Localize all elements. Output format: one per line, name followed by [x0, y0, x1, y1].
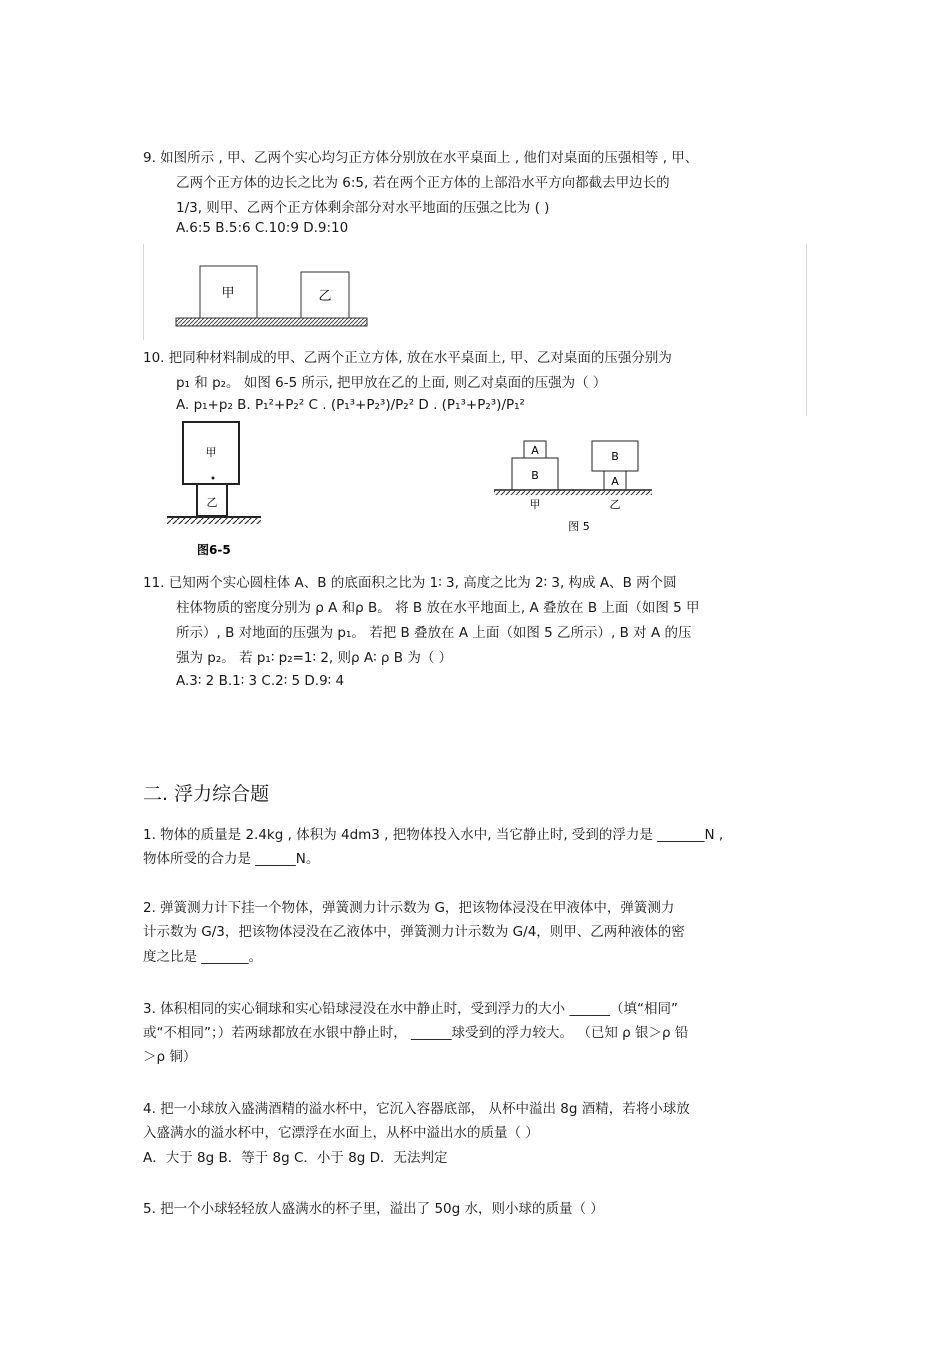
q11-options: A.3∶ 2 B.1∶ 3 C.2∶ 5 D.9∶ 4 — [176, 673, 345, 689]
q9-options: A.6:5 B.5:6 C.10:9 D.9:10 — [176, 220, 349, 236]
f5-line-1: 5. 把一个小球轻轻放人盛满水的杯子里，溢出了 50g 水，则小球的质量（ ） — [143, 1201, 604, 1217]
f3-line-2: 或“不相同”；）若两球都放在水银中静止时， ______球受到的浮力较大。 （已知 ρ 银＞ρ 铅 — [143, 1025, 689, 1041]
fig65-label-jia: 甲 — [205, 446, 217, 459]
fig5-right-label-b: B — [611, 450, 619, 463]
fig65-ground-hatch — [167, 517, 261, 524]
fig5-right-label-a: A — [611, 475, 619, 488]
fig5-title: 图 5 — [568, 520, 590, 533]
f4-options: A．大于 8g B．等于 8g C．小于 8g D．无法判定 — [143, 1150, 448, 1166]
q11-line-2: 柱体物质的密度分别为 ρ A 和ρ B。 将 B 放在水平地面上, A 叠放在 B 上面（如图 5 甲 — [176, 600, 700, 616]
fig5-left-label-b: B — [531, 469, 539, 482]
fig5-right-hatch — [572, 490, 652, 495]
figure-border-right — [806, 244, 807, 416]
q9-line-3: 1/3, 则甲、乙两个正方体剩余部分对水平地面的压强之比为 ( ) — [176, 200, 550, 216]
fig65-center-dot — [212, 477, 215, 480]
section-2-title: 二. 浮力综合题 — [143, 783, 270, 805]
f2-line-2: 计示数为 G/3，把该物体浸没在乙液体中，弹簧测力计示数为 G/4，则甲、乙两种液体的密 — [143, 924, 685, 940]
f1-line-2: 物体所受的合力是 ______N。 — [143, 851, 320, 867]
q9-figure — [170, 260, 375, 330]
q10-options: A. p₁+p₂ B. P₁²+P₂² C . (P₁³+P₂³)/P₂² D . (P₁³+P₂³)/P₁² — [176, 397, 525, 413]
figure-5 — [490, 436, 665, 538]
figure-6-5 — [165, 418, 265, 564]
fig65-caption: 图6-5 — [197, 543, 231, 557]
q11-line-1: 11. 已知两个实心圆柱体 A、B 的底面积之比为 1∶ 3, 高度之比为 2∶ 3, 构成 A、B 两个圆 — [143, 575, 677, 591]
q11-line-4: 强为 p₂。 若 p₁∶ p₂=1∶ 2, 则ρ A∶ ρ B 为（ ） — [176, 650, 453, 666]
fig65-label-yi: 乙 — [206, 496, 218, 509]
q10-line-2: p₁ 和 p₂。 如图 6-5 所示, 把甲放在乙的上面, 则乙对桌面的压强为（ ） — [176, 375, 607, 391]
f3-line-3: ＞ρ 铜） — [143, 1049, 197, 1065]
q9-label-jia: 甲 — [221, 286, 235, 301]
q9-label-yi: 乙 — [318, 289, 332, 304]
f3-line-1: 3. 体积相同的实心铜球和实心铅球浸没在水中静止时，受到浮力的大小 ______（填“相同” — [143, 1001, 678, 1017]
fig5-left-hatch — [494, 490, 574, 495]
q9-table — [176, 318, 367, 326]
q9-line-2: 乙两个正方体的边长之比为 6:5, 若在两个正方体的上部沿水平方向都截去甲边长的 — [176, 175, 670, 191]
f2-line-3: 度之比是 _______。 — [143, 949, 263, 965]
fig5-left-label-a: A — [531, 444, 539, 457]
f1-line-1: 1. 物体的质量是 2.4kg , 体积为 4dm3 , 把物体投入水中, 当它静止时, 受到的浮力是 _______N , — [143, 827, 724, 843]
f4-line-2: 入盛满水的溢水杯中，它漂浮在水面上，从杯中溢出水的质量（ ） — [143, 1125, 539, 1141]
fig5-caption-right: 乙 — [609, 498, 621, 511]
f4-line-1: 4. 把一小球放入盛满酒精的溢水杯中，它沉入容器底部， 从杯中溢出 8g 酒精，若将小球放 — [143, 1101, 690, 1117]
q11-line-3: 所示）, B 对地面的压强为 p₁。 若把 B 叠放在 A 上面（如图 5 乙所示）, B 对 A 的压 — [176, 625, 692, 641]
fig5-caption-left: 甲 — [529, 498, 541, 511]
f2-line-1: 2. 弹簧测力计下挂一个物体，弹簧测力计示数为 G，把该物体浸没在甲液体中，弹簧测力 — [143, 900, 675, 916]
q9-line-1: 9. 如图所示 , 甲、乙两个实心均匀正方体分别放在水平桌面上 , 他们对桌面的压强相等 , 甲、 — [143, 150, 699, 166]
figure-border-left — [143, 244, 144, 340]
q10-line-1: 10. 把同种材料制成的甲、乙两个正立方体, 放在水平桌面上, 甲、乙对桌面的压强分别为 — [143, 350, 672, 366]
